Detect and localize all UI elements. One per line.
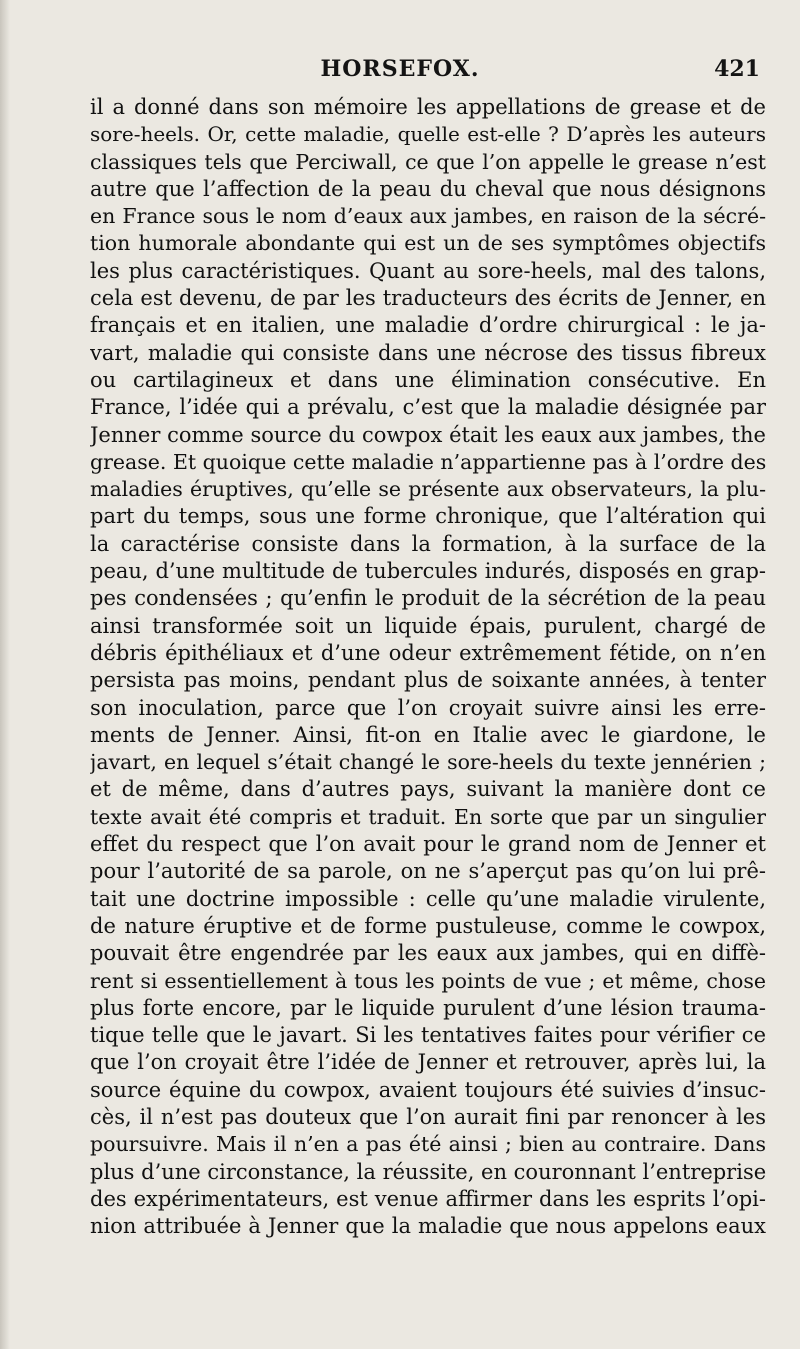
text-line: javart, en lequel s’était changé le sore-heels du texte jennérien ; [90, 750, 766, 775]
text-line: et de même, dans d’autres pays, suivant la manière dont ce [90, 777, 766, 802]
text-line: grease. Et quoique cette maladie n’appartienne pas à l’ordre des [90, 449, 766, 474]
text-line: plus d’une circonstance, la réussite, en couronnant l’entreprise [90, 1159, 766, 1184]
text-line: persista pas moins, pendant plus de soixante années, à tenter [90, 668, 766, 693]
text-line: rent si essentiellement à tous les points de vue ; et même, chose [90, 968, 766, 993]
text-line: nion attribuée à Jenner que la maladie que nous appelons eaux [90, 1214, 766, 1239]
text-line: il a donné dans son mémoire les appellations de grease et de [90, 95, 766, 119]
text-line: tion humorale abondante qui est un de ses symptômes objectifs [90, 231, 766, 256]
text-line: des expérimentateurs, est venue affirmer dans les esprits l’opi- [90, 1186, 766, 1211]
text-line: que l’on croyait être l’idée de Jenner et retrouver, après lui, la [90, 1050, 766, 1075]
text-line: vart, maladie qui consiste dans une nécrose des tissus fibreux [90, 340, 766, 365]
text-line: les plus caractéristiques. Quant au sore-heels, mal des talons, [90, 258, 766, 283]
body-text [90, 94, 766, 1240]
text-line: part du temps, sous une forme chronique, que l’altération qui [90, 504, 766, 529]
text-line: de nature éruptive et de forme pustuleuse, comme le cowpox, [90, 913, 766, 938]
text-line: français et en italien, une maladie d’ordre chirurgical : le ja- [90, 313, 766, 338]
text-line: effet du respect que l’on avait pour le grand nom de Jenner et [90, 832, 766, 857]
text-line: source équine du cowpox, avaient toujours été suivies d’insuc- [90, 1077, 766, 1102]
text-line: pour l’autorité de sa parole, on ne s’aperçut pas qu’on lui prê- [90, 859, 766, 884]
text-line: texte avait été compris et traduit. En sorte que par un singulier [90, 804, 766, 829]
text-line: classiques tels que Perciwall, ce que l’on appelle le grease n’est [90, 149, 766, 174]
page-number: 421 [714, 56, 760, 82]
text-line: ments de Jenner. Ainsi, fit-on en Italie avec le giardone, le [90, 722, 766, 747]
text-line: tique telle que le javart. Si les tentatives faites pour vérifier ce [90, 1023, 766, 1048]
text-line: Jenner comme source du cowpox était les eaux aux jambes, the [90, 422, 766, 447]
running-title: HORSEFOX. [320, 56, 480, 82]
text-line: France, l’idée qui a prévalu, c’est que la maladie désignée par [90, 395, 766, 420]
text-line: peau, d’une multitude de tubercules indurés, disposés en grap- [90, 559, 766, 584]
page-header [0, 56, 800, 86]
text-line: la caractérise consiste dans la formation, à la surface de la [90, 531, 766, 556]
text-line: sore-heels. Or, cette maladie, quelle est-elle ? D’après les auteurs [90, 122, 766, 147]
text-line: cès, il n’est pas douteux que l’on aurait fini par renoncer à les [90, 1104, 766, 1129]
text-line: pes condensées ; qu’enfin le produit de la sécrétion de la peau [90, 586, 766, 611]
text-line: en France sous le nom d’eaux aux jambes, en raison de la sécré- [90, 204, 766, 229]
text-line: maladies éruptives, qu’elle se présente aux observateurs, la plu- [90, 477, 766, 502]
text-line: débris épithéliaux et d’une odeur extrêmement fétide, on n’en [90, 640, 766, 665]
text-line: poursuivre. Mais il n’en a pas été ainsi ; bien au contraire. Dans [90, 1132, 766, 1157]
text-line: cela est devenu, de par les traducteurs des écrits de Jenner, en [90, 286, 766, 311]
text-line: plus forte encore, par le liquide purulent d’une lésion trauma- [90, 995, 766, 1020]
text-line: pouvait être engendrée par les eaux aux jambes, qui en diffè- [90, 941, 766, 966]
text-line: autre que l’affection de la peau du cheval que nous désignons [90, 176, 766, 201]
text-line: tait une doctrine impossible : celle qu’une maladie virulente, [90, 886, 766, 911]
text-line: ainsi transformée soit un liquide épais, purulent, chargé de [90, 613, 766, 638]
text-line: ou cartilagineux et dans une élimination consécutive. En [90, 367, 766, 392]
text-line: son inoculation, parce que l’on croyait suivre ainsi les erre- [90, 695, 766, 720]
